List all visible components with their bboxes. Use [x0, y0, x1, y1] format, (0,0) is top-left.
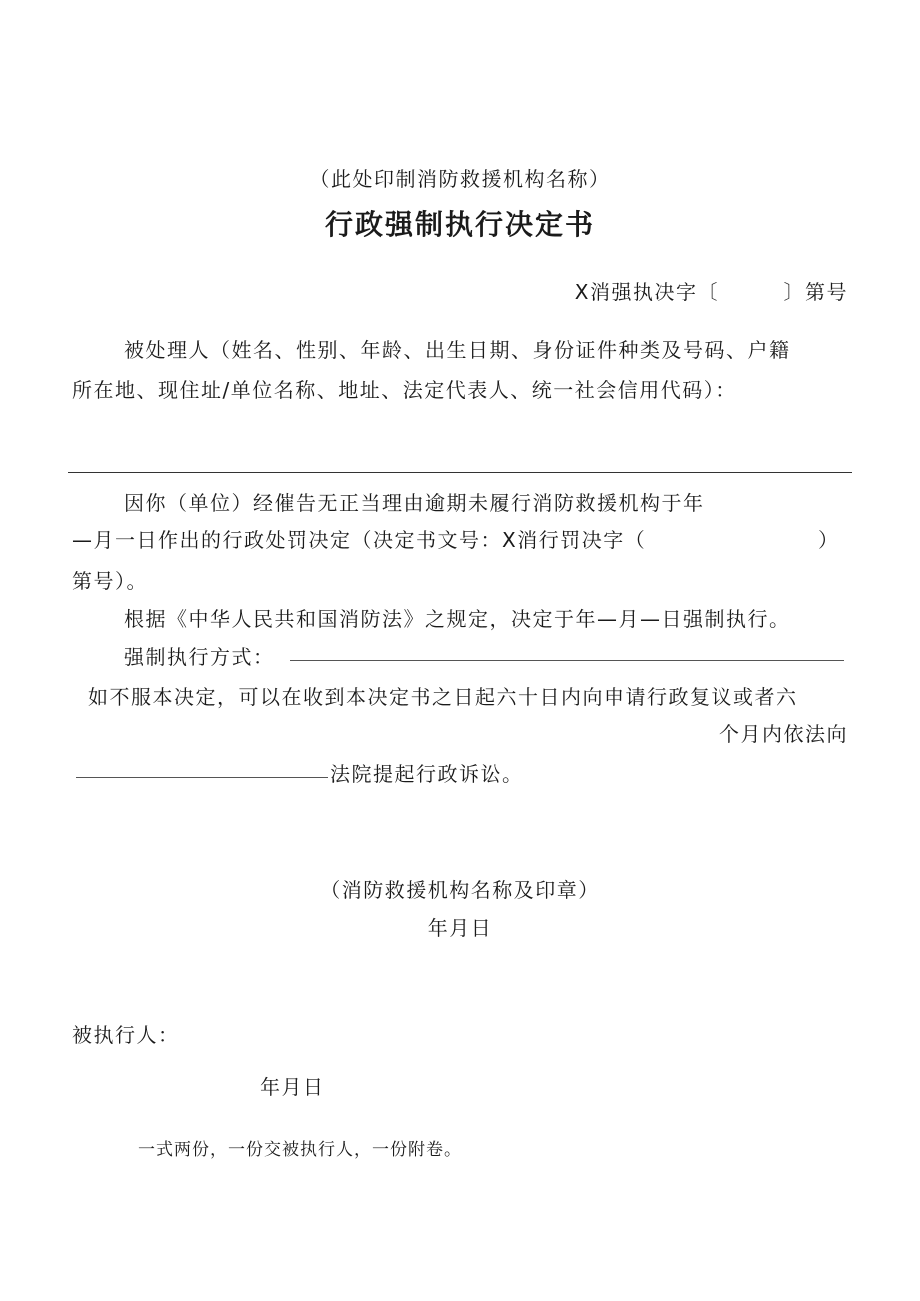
appeal-line-1: 如不服本决定，可以在收到本决定书之日起六十日内向申请行政复议或者六: [88, 685, 798, 709]
method-fill-line: [290, 660, 844, 661]
document-number: X消强执决字〔 〕第号: [574, 280, 848, 304]
seal-placeholder: （消防救援机构名称及印章）: [320, 878, 600, 902]
respondent-line-2: 所在地、现住址/单位名称、地址、法定代表人、统一社会信用代码）：: [72, 378, 737, 402]
signature-date: 年月日: [260, 1075, 325, 1099]
executed-party-label: 被执行人：: [72, 1023, 180, 1047]
reason-line-1: 因你（单位）经催告无正当理由逾期未履行消防救援机构于年: [124, 491, 705, 515]
appeal-line-3: 法院提起行政诉讼。: [330, 762, 524, 786]
method-label: 强制执行方式：: [124, 645, 275, 669]
agency-placeholder: （此处印制消防救援机构名称）: [309, 167, 611, 191]
reason-line-2-close: ）: [818, 528, 840, 552]
reason-line-2: —月一日作出的行政处罚决定（决定书文号：X消行罚决字（: [72, 528, 647, 552]
legal-basis: 根据《中华人民共和国消防法》之规定，决定于年—月—日强制执行。: [124, 607, 791, 631]
issue-date: 年月日: [427, 916, 493, 940]
document-title: 行政强制执行决定书: [324, 208, 595, 241]
footer-note: 一式两份，一份交被执行人，一份附卷。: [138, 1140, 462, 1160]
court-fill-line: [76, 777, 328, 778]
appeal-line-2: 个月内依法向: [719, 722, 848, 746]
respondent-fill-line: [68, 472, 852, 473]
reason-line-3: 第号）。: [72, 569, 148, 593]
respondent-line-1: 被处理人（姓名、性别、年龄、出生日期、身份证件种类及号码、户籍: [124, 338, 791, 362]
